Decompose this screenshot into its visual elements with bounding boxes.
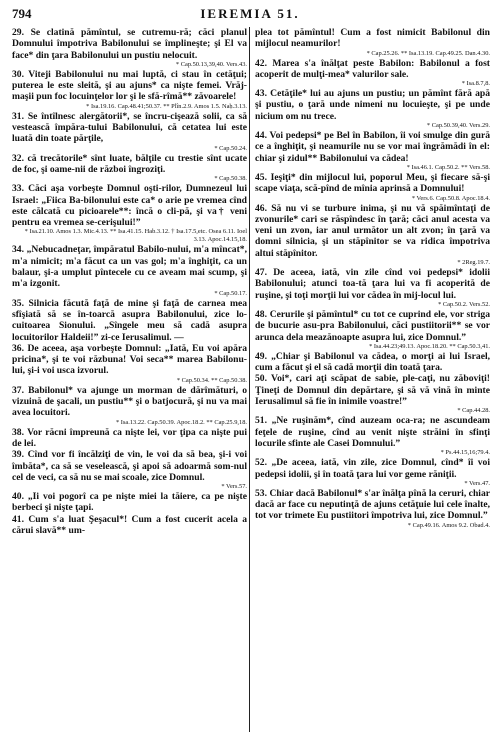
cross-reference: * Cap.50.34. ** Cap.50.38.	[176, 376, 247, 384]
verse-text: Silnicia făcută faţă de mine şi faţă de carnea mea sfîşiată să se în-toarcă asupra Babilonului, zice lo-cuitoarea Sionului. „Sîngele meu să cadă asupra locuitorilor Haldeii!” zi-ce Ierusalimul. —	[12, 297, 248, 343]
verse-text: De aceea, iată, vin zile cînd voi pedepsi* idolii Babilonului; atunci toa-tă ţara lui va fi acoperită de ruşine, şi toţi morţii lui vor cădea în mij-locul lui.	[255, 267, 490, 301]
verse	[255, 58, 490, 81]
cross-reference: * Isa.44.23;49.13. Apoc.18.20. ** Cap.50.3,41.	[369, 342, 490, 350]
verse-number: 36.	[12, 342, 28, 354]
cross-reference: * Isa.19.16. Cap.48.41;50.37. ** Plîn.2.9. Amos 1.5. Naḥ.3.13.	[86, 102, 247, 110]
left-column	[12, 27, 247, 536]
verse-text: Voi*, cari aţi scăpat de sabie, ple-caţi, nu zăboviţi! Ţineţi de Domnul din depărtare, şi să vă vină în minte Ierusalimul să fie în inimile voastre!”	[255, 373, 491, 408]
verse-number: 38.	[12, 426, 28, 438]
verse	[12, 449, 247, 483]
cross-reference: * Cap.25.26. ** Isa.13.19. Cap.49.25. Dan.4.30.	[366, 49, 490, 57]
verse-text: Viteji Babilonului nu mai luptă, ci stau în cetăţui; puterea le este sleită, şi au ajuns* ca nişte femei. Vrăj-maşii pun foc locuinţelor lor şi le sfă-rîmă** zăvoarele!	[12, 68, 248, 103]
verse-number: 48.	[255, 308, 270, 320]
verse-number: 31.	[12, 110, 28, 122]
verse	[255, 27, 490, 50]
verse-text: „Chiar şi Babilonul va cădea, o morţi ai lui Israel, cum a făcut şi el să cadă morţii din toată ţara.	[255, 350, 491, 374]
verse	[12, 491, 247, 514]
verse-number: 33.	[12, 183, 29, 195]
cross-reference: * Cap.50.13,39,40. Vers.43.	[175, 60, 247, 68]
verse-text: „Ii voi pogorî ca pe nişte miei la tăiere, ca pe nişte berbeci şi nişte ţapi.	[12, 491, 247, 514]
verse-text: Marea s'a înălţat peste Babilon: Babilonul a fost acoperit de mulţi-mea* valurilor sale.	[255, 57, 491, 80]
verse-number: 52.	[255, 457, 272, 469]
verse	[12, 111, 247, 145]
verse	[255, 203, 490, 259]
verse-text: Babilonul* va ajunge un morman de dărîmături, o vizuină de şacali, un pustiu** şi o batjocură, şi nu va mai avea locuitori.	[12, 384, 248, 419]
cross-reference: * Isa.21.10. Amos 1.3. Mic.4.13. ** Isa.41.15. Hab.3.12. † Isa.17.5,etc. Osea 6.11. Ioel 3.13. Apoc.14.15,18.	[24, 228, 247, 244]
verse-number: 45.	[255, 171, 271, 183]
verse-number: 39.	[12, 449, 28, 461]
cross-reference: * Ps.44.15,16;79.4.	[440, 449, 490, 457]
verse	[255, 457, 490, 480]
verse-text: Cetăţile* lui au ajuns un pustiu; un pămînt fără apă şi pustiu, o ţară unde nimeni nu locuieşte, şi pe unde nicium om nu trece.	[255, 88, 490, 122]
verse-number: 41.	[12, 513, 29, 525]
cross-reference: * Cap.49.16. Amos 9.2. Obad.4.	[407, 521, 490, 529]
verse	[255, 488, 490, 522]
verse	[255, 267, 490, 301]
verse	[12, 298, 247, 343]
verse	[12, 343, 247, 377]
verse	[255, 373, 490, 407]
verse-number: 32.	[12, 152, 28, 164]
verse-text: „Nebucadneţar, împăratul Babilo-nului, m'a mîncat*, m'a nimicit; m'a făcut ca un vas gol; m'a înghiţit, ca un balaur, şi-a umplut pîntecele cu ce aveam mai scump, şi m'a izgonit.	[12, 244, 247, 290]
cross-reference: * Cap.50.2. Vers.52.	[438, 300, 490, 308]
cross-reference: * Cap.50.38.	[214, 175, 247, 183]
cross-reference: * Isa.13.22. Cap.50.39. Apoc.18.2. ** Cap.25.9,18.	[116, 418, 247, 426]
verse-text: Căci aşa vorbeşte Domnul oşti-rilor, Dumnezeul lui Israel: „Fiica Ba-bilonului este ca* o arie pe vremea cînd este călcată cu picioarele**: încă o cli-pă, şi va† veni pentru ea vremea se-cerişului!”	[12, 183, 247, 229]
verse-number: 42.	[255, 57, 273, 69]
verse-text: Se întîlnesc alergătorii*, se încru-cişează solii, ca să vestească împăra-tului Babilonului, că cetatea lui este luată din toate părţile,	[12, 110, 247, 145]
verse-text: Se clatină pămîntul, se cutremu-ră; căci planul Domnului împotriva Babilonului se împlineşte; şi El va face* din ţara Babilonului un pustiu nelocuit.	[12, 27, 247, 61]
verse-number: 37.	[12, 384, 29, 396]
cross-reference: * Vers.47.	[464, 479, 490, 487]
cross-reference: * Cap.50.39,40. Vers.29.	[426, 122, 490, 130]
verse-text: Voi pedepsi* pe Bel în Babilon, îi voi smulge din gură ce a înghiţit, şi neamurile nu se vor mai îngrămădi în el: chiar şi zidul** Babilonului va cădea!	[255, 130, 491, 164]
cross-reference: * Isa.46.1. Cap.50.2. ** Vers.58.	[406, 163, 490, 171]
verse	[12, 385, 247, 419]
verse-text: Vor răcni împreună ca nişte lei, vor ţipa ca nişte pui de lei.	[12, 426, 247, 449]
verse-number: 49.	[255, 350, 272, 362]
page-number: 794	[12, 6, 32, 21]
verse-number: 47.	[255, 267, 274, 279]
column-divider	[249, 27, 250, 732]
verse-number: 29.	[12, 27, 31, 38]
verse-text: Chiar dacă Babilonul* s'ar înălţa pînă la ceruri, chiar dacă ar face cu neputinţă de ajuns cetăţuie lui cele înalte, tot vor trimete Eu pustiitori împotriva lui, zice Domnul.”	[255, 487, 490, 522]
running-title: IEREMIA 51.	[200, 6, 300, 21]
verse-number: 35.	[12, 297, 29, 309]
cross-reference: * Cap.50.24.	[214, 144, 247, 152]
verse-text: De aceea, aşa vorbeşte Domnul: „Iată, Eu voi apăra pricina*, şi te voi răzbuna! Voi seca** marea Babilonu-lui, şi-i voi usca izvorul.	[12, 342, 247, 377]
verse	[255, 309, 490, 343]
verse	[12, 69, 247, 103]
verse-text: că trecătorile* sînt luate, bălţile cu trestie sînt ucate de foc, şi oame-nii de război îngroziţi.	[12, 152, 248, 175]
verse-number: 40.	[12, 491, 28, 503]
verse-number: 43.	[255, 88, 271, 100]
verse-number: 34.	[12, 244, 27, 256]
verse-text: Să nu vi se turbure inima, şi nu vă spăimîntaţi de zvonurile* cari se răspîndesc în ţară; căci anul acesta va veni un zvon, iar anul următor un alt zvon; în ţară va domni silnicia, şi un stăpînitor se va ridica împotriva altui stăpînitor.	[255, 202, 490, 259]
verse-text: „De aceea, iată, vin zile, zice Domnul, cînd* îi voi pedepsi idolii, şi în toată ţara lui vor geme răniţii.	[255, 457, 491, 480]
right-column	[255, 27, 490, 530]
verse	[255, 130, 490, 164]
verse-text: Cerurile şi pămîntul* cu tot ce cuprind ele, vor striga de bucurie asu-pra Babilonului, căci pustiitorii** se vor arunca dela meazănoapte asupra lui, zice Domnul.”	[255, 308, 490, 343]
cross-reference: * Cap.50.17.	[214, 289, 247, 297]
cross-reference: * Vers.6. Cap.50.8. Apoc.18.4.	[411, 194, 490, 202]
verse	[255, 415, 490, 449]
cross-reference: * 2Reg.19.7.	[457, 259, 490, 267]
verse-text: Ieşiţi* din mijlocul lui, poporul Meu, şi fiecare să-şi scape viaţa, scă-pînd de mînia aprinsă a Domnului!	[255, 171, 490, 195]
cross-reference: * Vers.57.	[221, 483, 247, 491]
verse-text: „Ne ruşinăm*, cînd auzeam oca-ra; ne ascundeam feţele de ruşine, cînd au venit nişte străini în sfinţi locurile sfinte ale Casei Domnului.”	[255, 415, 491, 449]
verse	[12, 183, 247, 228]
page-header	[12, 6, 488, 24]
verse	[12, 27, 247, 61]
verse-text: Cum s'a luat Şeşacul*! Cum a fost cucerit acela a cărui slavă** um-	[12, 513, 248, 536]
verse	[255, 88, 490, 122]
verse	[12, 427, 247, 450]
verse-number: 53.	[255, 487, 270, 499]
cross-reference: * Isa.8.7,8.	[461, 80, 490, 88]
verse	[255, 172, 490, 195]
verse	[12, 514, 247, 537]
verse-number: 30.	[12, 68, 29, 80]
verse	[255, 351, 490, 374]
verse	[12, 153, 247, 176]
verse-text: Cînd vor fi încălziţi de vin, le voi da să bea, şi-i voi îmbăta*, ca să se veselească, şi apoi să adoarmă som-nul cel de veci, ca să nu se mai scoale, zice Domnul.	[12, 449, 247, 483]
verse-number: 50.	[255, 373, 272, 385]
verse	[12, 244, 247, 289]
verse-number: 46.	[255, 202, 272, 214]
verse-text: plea tot pămîntul! Cum a fost nimicit Babilonul din mijlocul neamurilor!	[255, 27, 490, 50]
verse-number: 44.	[255, 130, 270, 142]
verse-number: 51.	[255, 415, 272, 427]
cross-reference: * Cap.44.28.	[457, 407, 490, 415]
